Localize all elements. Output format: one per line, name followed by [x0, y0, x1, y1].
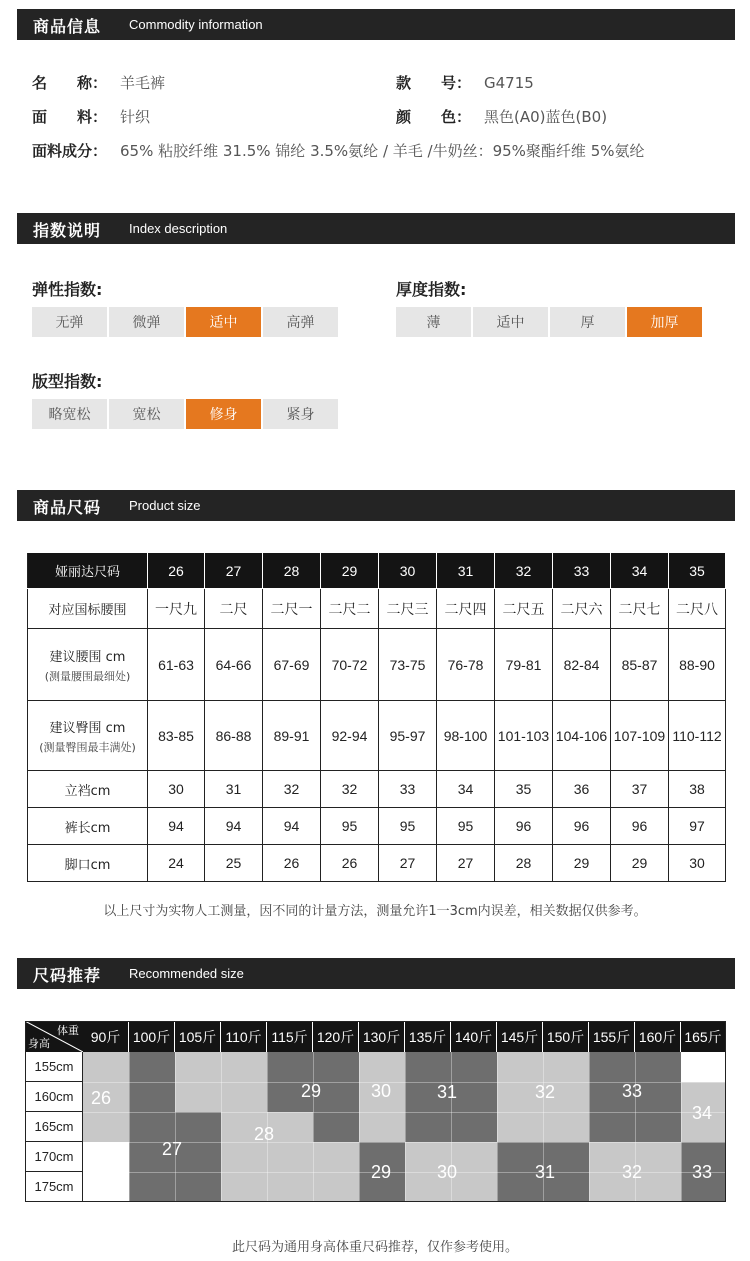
size-row-label-sub: (测量腰围最细处)	[44, 669, 131, 683]
size-table-cell: 二尺四	[437, 589, 495, 629]
recommend-grid	[25, 1021, 726, 1202]
size-table-cell: 67-69	[263, 629, 321, 701]
size-table-cell: 二尺三	[379, 589, 437, 629]
recommended-size-label: 31	[535, 1162, 556, 1182]
info-name-value: 羊毛裤	[120, 74, 166, 92]
size-table-cell: 33	[379, 771, 437, 808]
size-row-label	[28, 845, 148, 882]
size-table-cell: 96	[553, 808, 611, 845]
recommended-size-label: 34	[692, 1103, 713, 1123]
size-header-cell: 31	[437, 553, 495, 589]
size-table-cell: 二尺一	[263, 589, 321, 629]
size-row-label-text: 建议腰围 cm	[49, 649, 126, 665]
height-label-cell: 170cm	[25, 1142, 83, 1172]
section-title-cn: 商品尺码	[33, 498, 102, 517]
size-table-cell: 30	[148, 771, 205, 808]
weight-header-cell: 155斤	[589, 1021, 635, 1052]
size-table-cell: 110-112	[669, 701, 726, 771]
info-composition-value: 65% 粘胶纤维 31.5% 锦纶 3.5%氨纶 / 羊毛 /牛奶丝：95%聚酯纤维 5%氨纶	[120, 142, 645, 160]
size-table-cell: 二尺七	[611, 589, 669, 629]
section-title-cn: 商品信息	[33, 17, 102, 36]
thickness-title: 厚度指数:	[396, 280, 467, 299]
weight-header-cell: 130斤	[359, 1021, 405, 1052]
elasticity-option: 无弹	[32, 307, 107, 337]
recommended-size-label: 27	[162, 1139, 183, 1159]
size-table-cell: 29	[553, 845, 611, 882]
size-table-cell: 34	[437, 771, 495, 808]
corner-weight-label: 体重	[57, 1025, 79, 1037]
size-table-cell: 104-106	[553, 701, 611, 771]
weight-header-cell: 150斤	[543, 1021, 589, 1052]
size-row-label	[28, 808, 148, 845]
elasticity-option: 高弹	[263, 307, 338, 337]
elasticity-option-selected: 适中	[186, 307, 261, 337]
info-color: 颜 色： 黑色(A0)蓝色(B0)	[396, 108, 608, 126]
section-header-recommend	[17, 958, 735, 989]
size-table-cell: 95	[437, 808, 495, 845]
size-row-label	[28, 589, 148, 629]
size-table	[27, 552, 726, 882]
recommended-size-label: 30	[437, 1162, 458, 1182]
size-table-cell: 26	[263, 845, 321, 882]
height-label-cell: 165cm	[25, 1112, 83, 1142]
recommended-size-label: 29	[371, 1162, 392, 1182]
size-header-cell: 34	[611, 553, 669, 589]
size-row-label-text: 建议臀围 cm	[49, 720, 126, 736]
weight-header-cell: 105斤	[175, 1021, 221, 1052]
info-fabric-value: 针织	[120, 108, 151, 126]
fit-option-selected: 修身	[186, 399, 261, 429]
size-table-row	[28, 701, 726, 771]
section-title-cn: 指数说明	[33, 221, 102, 240]
size-header-cell: 35	[669, 553, 726, 589]
thickness-option: 薄	[396, 307, 471, 337]
size-table-cell: 二尺六	[553, 589, 611, 629]
thickness-option-selected: 加厚	[627, 307, 702, 337]
size-row-label	[28, 771, 148, 808]
size-table-cell: 30	[669, 845, 726, 882]
size-table-cell: 二尺	[205, 589, 263, 629]
recommended-size-label: 31	[437, 1082, 458, 1102]
size-table-cell: 二尺五	[495, 589, 553, 629]
section-header-size	[17, 490, 735, 521]
weight-header-cell: 100斤	[129, 1021, 175, 1052]
size-table-cell: 32	[321, 771, 379, 808]
section-title-en: Commodity information	[129, 17, 263, 32]
size-table-cell: 97	[669, 808, 726, 845]
size-table-cell: 38	[669, 771, 726, 808]
size-table-cell: 76-78	[437, 629, 495, 701]
size-row-label-text: 裤长cm	[64, 820, 111, 836]
size-header-cell: 26	[148, 553, 205, 589]
size-table-cell: 101-103	[495, 701, 553, 771]
weight-header-cell: 135斤	[405, 1021, 451, 1052]
recommended-size-label: 30	[371, 1081, 392, 1101]
recommended-size-label: 33	[692, 1162, 713, 1182]
thickness-option: 适中	[473, 307, 548, 337]
size-row-label-sub: (测量臀围最丰满处)	[39, 740, 136, 754]
fit-option: 略宽松	[32, 399, 107, 429]
size-table-cell: 27	[379, 845, 437, 882]
weight-header-cell: 110斤	[221, 1021, 267, 1052]
weight-header-cell: 115斤	[267, 1021, 313, 1052]
size-table-cell: 37	[611, 771, 669, 808]
elasticity-scale	[32, 307, 338, 337]
size-table-row	[28, 808, 726, 845]
size-table-cell: 95	[321, 808, 379, 845]
size-header-cell: 32	[495, 553, 553, 589]
size-header-label: 娅丽达尺码	[28, 553, 148, 589]
size-table-cell: 96	[495, 808, 553, 845]
thickness-scale	[396, 307, 702, 337]
size-table-cell: 二尺八	[669, 589, 726, 629]
size-table-header	[28, 553, 726, 589]
section-title-en: Recommended size	[129, 966, 244, 981]
size-table-cell: 二尺二	[321, 589, 379, 629]
height-label-cell: 155cm	[25, 1052, 83, 1082]
weight-header-cell: 160斤	[635, 1021, 681, 1052]
size-table-cell: 61-63	[148, 629, 205, 701]
size-table-cell: 85-87	[611, 629, 669, 701]
size-row-label-text: 立裆cm	[64, 783, 111, 799]
recommended-size-label: 33	[622, 1081, 643, 1101]
section-title-en: Product size	[129, 498, 201, 513]
info-color-value: 黑色(A0)蓝色(B0)	[484, 108, 608, 126]
size-table-cell: 107-109	[611, 701, 669, 771]
size-table-row	[28, 845, 726, 882]
size-table-cell: 89-91	[263, 701, 321, 771]
elasticity-option: 微弹	[109, 307, 184, 337]
size-header-cell: 28	[263, 553, 321, 589]
size-table-cell: 94	[205, 808, 263, 845]
info-name: 名 称： 羊毛裤	[32, 74, 166, 92]
size-table-cell: 28	[495, 845, 553, 882]
elasticity-title: 弹性指数:	[32, 280, 103, 299]
recommended-size-label: 28	[254, 1124, 275, 1144]
size-table-cell: 70-72	[321, 629, 379, 701]
size-table-cell: 27	[437, 845, 495, 882]
section-header-index	[17, 213, 735, 244]
size-note: 以上尺寸为实物人工测量，因不同的计量方法，测量允许1一3cm内误差，相关数据仅供参考。	[103, 904, 647, 919]
size-table-cell: 25	[205, 845, 263, 882]
size-table-cell: 73-75	[379, 629, 437, 701]
size-table-cell: 94	[148, 808, 205, 845]
corner-height-label: 身高	[28, 1038, 50, 1050]
size-table-cell: 31	[205, 771, 263, 808]
section-header-commodity	[17, 9, 735, 40]
size-header-cell: 29	[321, 553, 379, 589]
size-header-cell: 30	[379, 553, 437, 589]
size-table-cell: 64-66	[205, 629, 263, 701]
size-table-cell: 83-85	[148, 701, 205, 771]
size-table-cell: 29	[611, 845, 669, 882]
size-table-row	[28, 629, 726, 701]
info-composition: 面料成分： 65% 粘胶纤维 31.5% 锦纶 3.5%氨纶 / 羊毛 /牛奶丝：95%聚酯纤维 5%氨纶	[32, 142, 645, 160]
size-table-cell: 95	[379, 808, 437, 845]
size-table-cell: 一尺九	[148, 589, 205, 629]
section-title-en: Index description	[129, 221, 228, 236]
size-table-cell: 86-88	[205, 701, 263, 771]
size-table-row	[28, 771, 726, 808]
recommend-note: 此尺码为通用身高体重尺码推荐，仅作参考使用。	[231, 1240, 518, 1255]
recommended-size-label: 32	[622, 1162, 643, 1182]
size-row-label-text: 对应国标腰围	[48, 603, 127, 618]
size-table-cell: 92-94	[321, 701, 379, 771]
info-model: 款 号： G4715	[396, 74, 534, 92]
size-table-cell: 32	[263, 771, 321, 808]
info-model-value: G4715	[484, 74, 534, 92]
size-table-cell: 35	[495, 771, 553, 808]
section-title-cn: 尺码推荐	[33, 966, 102, 985]
fit-title: 版型指数:	[32, 372, 103, 391]
size-table-cell: 82-84	[553, 629, 611, 701]
recommended-size-label: 32	[535, 1082, 556, 1102]
size-table-cell: 79-81	[495, 629, 553, 701]
weight-header-cell: 120斤	[313, 1021, 359, 1052]
weight-header-cell: 140斤	[451, 1021, 497, 1052]
height-label-cell: 160cm	[25, 1082, 83, 1112]
size-header-cell: 27	[205, 553, 263, 589]
recommended-size-label: 26	[91, 1088, 112, 1108]
fit-scale	[32, 399, 338, 429]
size-table-cell: 24	[148, 845, 205, 882]
size-header-cell: 33	[553, 553, 611, 589]
size-row-label-text: 脚口cm	[64, 857, 111, 873]
thickness-option: 厚	[550, 307, 625, 337]
size-row-label	[28, 701, 148, 771]
size-table-cell: 26	[321, 845, 379, 882]
fit-option: 紧身	[263, 399, 338, 429]
weight-header-cell: 145斤	[497, 1021, 543, 1052]
size-table-cell: 96	[611, 808, 669, 845]
size-row-label	[28, 629, 148, 701]
height-label-cell: 175cm	[25, 1172, 83, 1202]
size-table-cell: 98-100	[437, 701, 495, 771]
info-fabric: 面 料： 针织	[32, 108, 151, 126]
size-table-cell: 95-97	[379, 701, 437, 771]
size-table-cell: 94	[263, 808, 321, 845]
size-table-cell: 36	[553, 771, 611, 808]
size-table-cell: 88-90	[669, 629, 726, 701]
weight-header-cell: 165斤	[681, 1021, 726, 1052]
recommended-size-label: 29	[301, 1081, 322, 1101]
fit-option: 宽松	[109, 399, 184, 429]
size-table-row	[28, 589, 726, 629]
weight-header-cell: 90斤	[83, 1021, 129, 1052]
